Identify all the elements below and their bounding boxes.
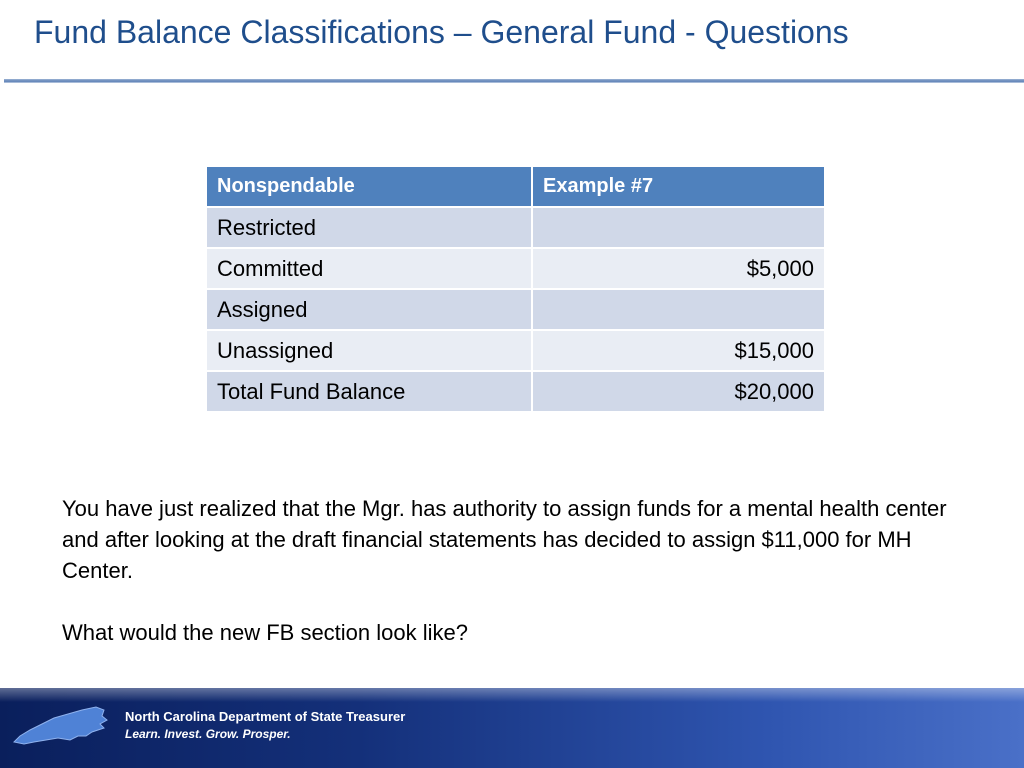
body-text [62, 493, 962, 648]
question-text: What would the new FB section look like? [62, 620, 468, 645]
footer-banner [0, 688, 1024, 768]
table-row [206, 289, 825, 330]
row-label: Committed [206, 248, 532, 289]
slide-title: Fund Balance Classifications – General Fund - Questions [34, 14, 849, 50]
row-amount [532, 207, 825, 248]
scenario-paragraph: You have just realized that the Mgr. has authority to assign funds for a mental health center and after looking at the draft financial statements has decided to assign $11,000 for MH Center. [62, 496, 947, 583]
row-amount: $15,000 [532, 330, 825, 371]
row-label: Unassigned [206, 330, 532, 371]
footer-tagline: Learn. Invest. Grow. Prosper. [125, 727, 291, 741]
row-amount: $5,000 [532, 248, 825, 289]
row-amount [532, 289, 825, 330]
table-row [206, 248, 825, 289]
table-row [206, 330, 825, 371]
row-label: Restricted [206, 207, 532, 248]
footer-highlight [0, 688, 1024, 702]
title-divider [4, 79, 1024, 83]
nc-map-icon [12, 702, 112, 748]
table-header-classification: Nonspendable [206, 166, 532, 207]
fund-balance-table [205, 165, 826, 413]
footer-organization: North Carolina Department of State Treasurer [125, 709, 406, 724]
row-label: Assigned [206, 289, 532, 330]
table-header-example: Example #7 [532, 166, 825, 207]
row-amount: $20,000 [532, 371, 825, 412]
table-row [206, 371, 825, 412]
table-header-row [206, 166, 825, 207]
row-label: Total Fund Balance [206, 371, 532, 412]
table-row [206, 207, 825, 248]
